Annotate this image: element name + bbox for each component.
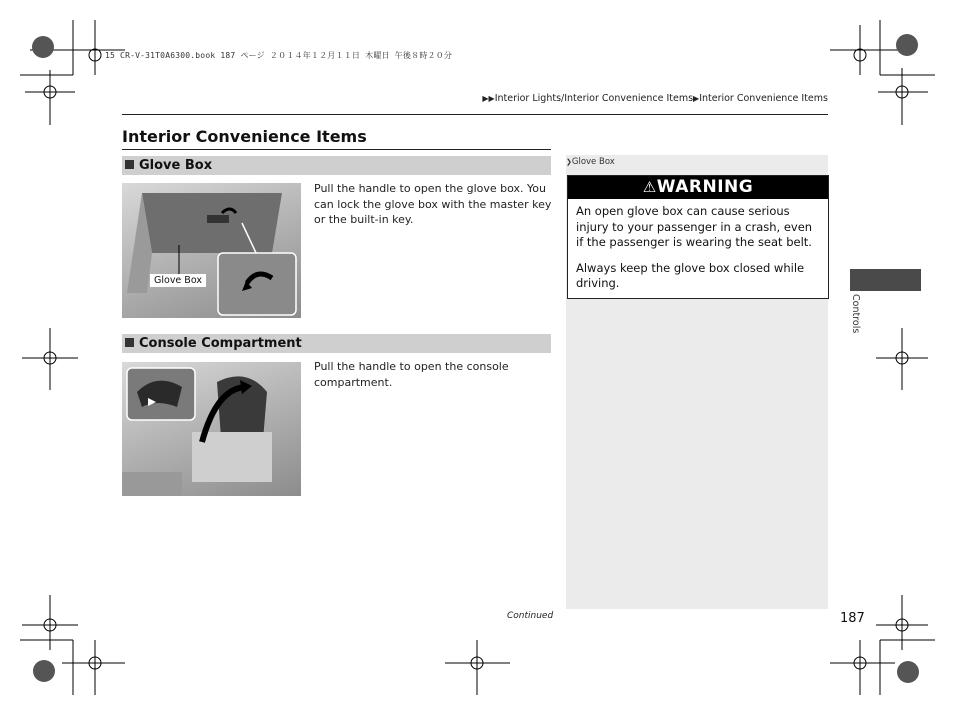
ref-arrow-icon: ❯ <box>566 158 572 166</box>
chapter-tab[interactable] <box>850 269 921 291</box>
header-rule <box>122 114 828 115</box>
warning-box <box>567 175 829 299</box>
title-rule <box>122 149 551 150</box>
breadcrumb-arrow-icon: ▶▶ <box>482 94 495 103</box>
glove-box-illustration <box>122 183 301 318</box>
square-bullet-icon <box>125 338 134 347</box>
sidebar-ref[interactable]: ❯Glove Box <box>566 157 615 167</box>
continued-label: Continued <box>507 611 554 621</box>
glove-box-heading: Glove Box <box>122 156 551 175</box>
page-number: 187 <box>840 611 865 626</box>
breadcrumb-arrow-icon: ▶ <box>693 94 700 103</box>
glove-box-photo <box>122 183 301 318</box>
warning-text: An open glove box can cause serious injury to your passenger in a crash, even if the passenger is wearing the seat belt. <box>576 204 813 249</box>
chapter-tab-label: Controls <box>850 294 861 334</box>
glove-box-callout: Glove Box <box>150 274 206 287</box>
warning-header: ⚠WARNING <box>568 176 828 199</box>
page-title: Interior Convenience Items <box>122 127 367 146</box>
warning-triangle-icon: ⚠ <box>642 178 657 196</box>
breadcrumb-item[interactable]: Interior Convenience Items <box>699 93 828 104</box>
square-bullet-icon <box>125 160 134 169</box>
console-illustration <box>122 362 301 496</box>
breadcrumb-item[interactable]: Interior Lights/Interior Convenience Items <box>494 93 694 104</box>
printer-line: 15 CR-V-31T0A6300.book 187 ページ ２０１４年１２月１１日 木曜日 午後８時２０分 <box>105 51 453 60</box>
breadcrumb <box>482 93 828 104</box>
console-heading: Console Compartment <box>122 334 551 353</box>
console-text: Pull the handle to open the console compartment. <box>314 360 509 389</box>
warning-text: Always keep the glove box closed while driving. <box>576 260 805 290</box>
glove-box-text: Pull the handle to open the glove box. You can lock the glove box with the master key or the built-in key. <box>314 182 552 226</box>
console-photo <box>122 362 301 496</box>
